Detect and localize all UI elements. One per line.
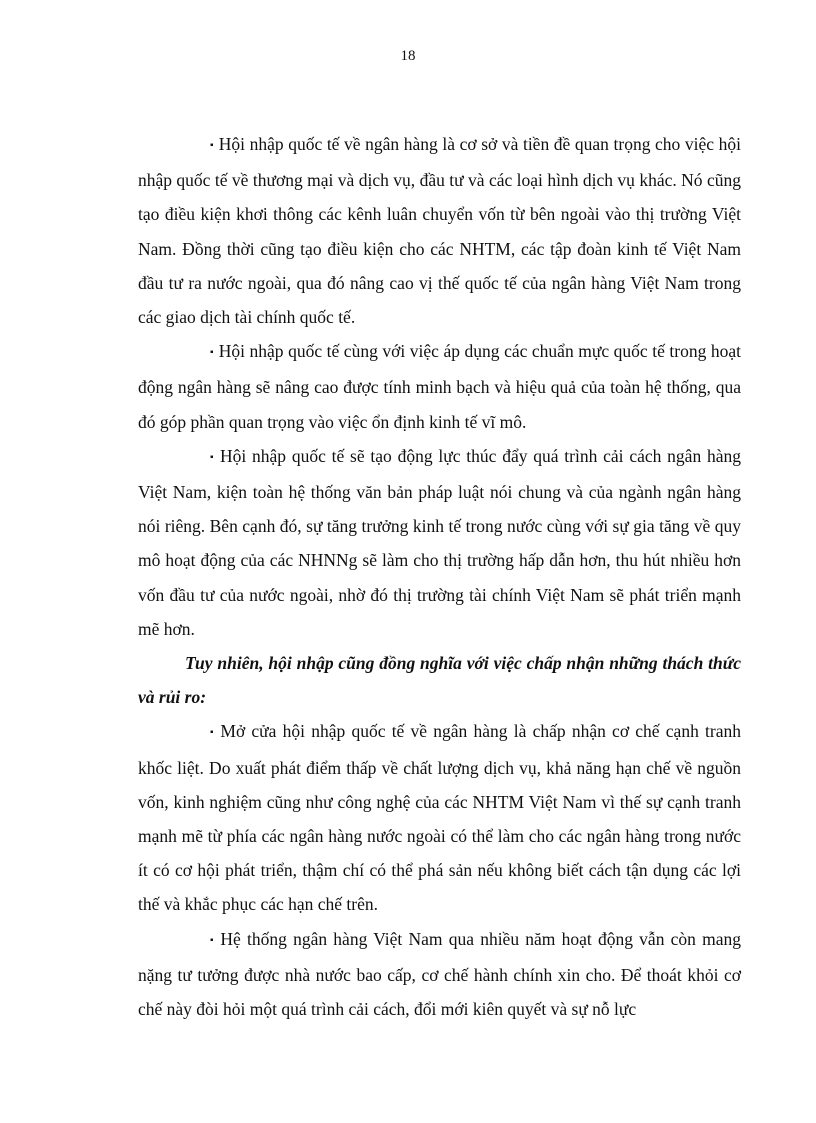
section-heading: Tuy nhiên, hội nhập cũng đồng nghĩa với việc chấp nhận những thách thức và rủi ro: xyxy=(138,653,741,708)
paragraph-benefit-3 xyxy=(138,439,741,646)
paragraph-text: Mở cửa hội nhập quốc tế về ngân hàng là chấp nhận cơ chế cạnh tranh khốc liệt. Do xuất phát điểm thấp về chất lượng dịch vụ, khả năng hạn chế về nguồn vốn, kinh nghiệm cũng như công nghệ của các NHTM Việt Nam vì thế sự cạnh tranh mạnh mẽ từ phía các ngân hàng nước ngoài có thể làm cho các ngân hàng trong nước ít có cơ hội phát triển, thậm chí có thể phá sản nếu không biết cách tận dụng các lợi thế và khắc phục các hạn chế trên. xyxy=(138,721,741,915)
paragraph-benefit-2 xyxy=(138,334,741,439)
bullet-icon: ▪ xyxy=(210,347,214,359)
paragraph-text: Hội nhập quốc tế sẽ tạo động lực thúc đẩy quá trình cải cách ngân hàng Việt Nam, kiện toàn hệ thống văn bản pháp luật nói chung và của ngành ngân hàng nói riêng. Bên cạnh đó, sự tăng trưởng kinh tế trong nước cùng với sự gia tăng về quy mô hoạt động của các NHNNg sẽ làm cho thị trường hấp dẫn hơn, thu hút nhiều hơn vốn đầu tư của nước ngoài, nhờ đó thị trường tài chính Việt Nam sẽ phát triển mạnh mẽ hơn. xyxy=(138,445,742,639)
page-number: 18 xyxy=(400,48,416,64)
paragraph-text: Hệ thống ngân hàng Việt Nam qua nhiều năm hoạt động vẫn còn mang nặng tư tưởng được nhà nước bao cấp, cơ chế hành chính xin cho. Để thoát khỏi cơ chế này đòi hỏi một quá trình cải cách, đổi mới kiên quyết và sự nỗ lực xyxy=(138,928,742,1020)
document-body xyxy=(138,127,741,1026)
bullet-icon: ▪ xyxy=(210,934,216,946)
bullet-icon: ▪ xyxy=(210,451,215,463)
paragraph-text: Hội nhập quốc tế về ngân hàng là cơ sở và tiền đề quan trọng cho việc hội nhập quốc tế về thương mại và dịch vụ, đầu tư và các loại hình dịch vụ khác. Nó cũng tạo điều kiện khơi thông các kênh luân chuyển vốn từ bên ngoài vào thị trường Việt Nam. Đồng thời cũng tạo điều kiện cho các NHTM, các tập đoàn kinh tế Việt Nam đầu tư ra nước ngoài, qua đó nâng cao vị thế quốc tế của ngân hàng Việt Nam trong các giao dịch tài chính quốc tế. xyxy=(138,134,741,328)
bullet-icon: ▪ xyxy=(210,140,214,151)
bullet-icon: ▪ xyxy=(210,727,216,739)
paragraph-challenge-2 xyxy=(138,922,741,1027)
paragraph-text: Hội nhập quốc tế cùng với việc áp dụng các chuẩn mực quốc tế trong hoạt động ngân hàng sẽ nâng cao được tính minh bạch và hiệu quả của toàn hệ thống, qua đó góp phần quan trọng vào việc ổn định kinh tế vĩ mô. xyxy=(138,341,741,432)
paragraph-challenge-1 xyxy=(138,714,741,921)
paragraph-benefit-1 xyxy=(138,127,741,334)
